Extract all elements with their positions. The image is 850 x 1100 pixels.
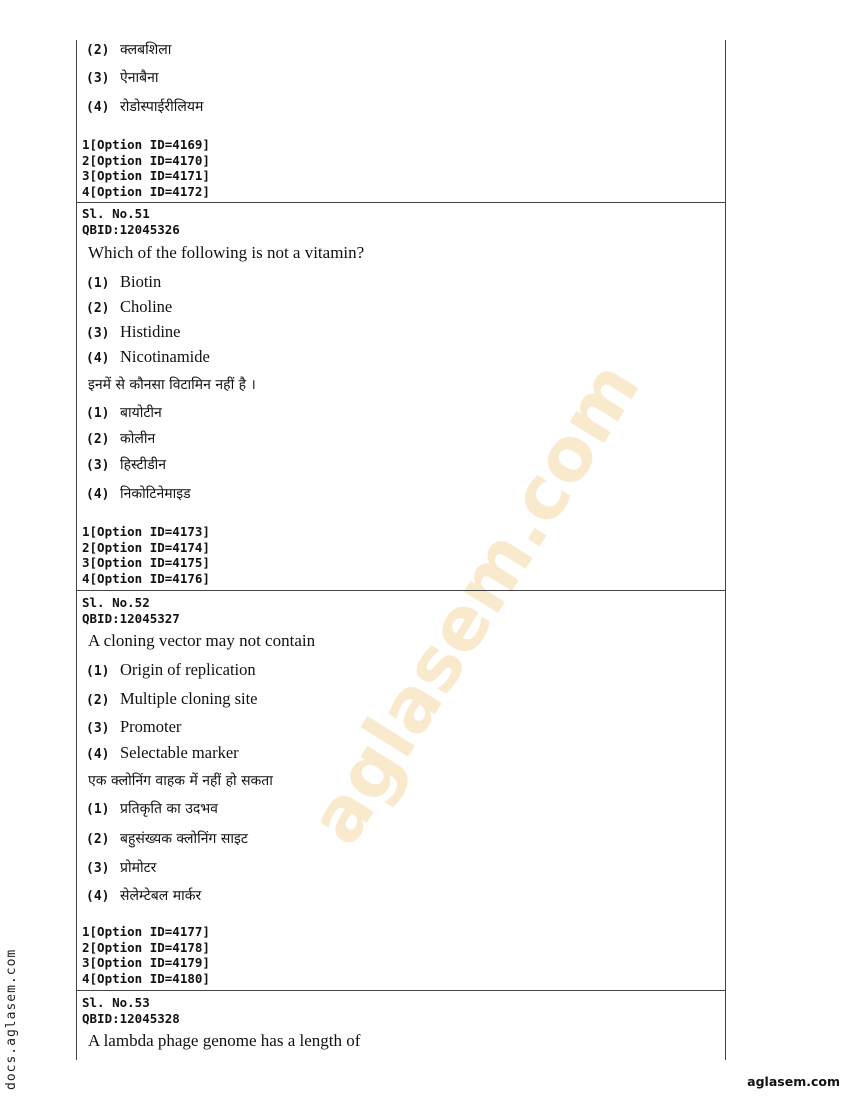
hindi-question-text: इनमें से कौनसा विटामिन नहीं है । [88,377,256,393]
question-header [82,206,180,238]
option-ids: 1[Option ID=4173] 2[Option ID=4174] 3[Option ID=4175] 4[Option ID=4176] [82,524,210,586]
option-row: (3) Histidine [86,322,181,341]
serial-number: Sl. No.52 [82,595,150,610]
row-divider [76,990,726,991]
option-row: (4) रोडोस्पाईरीलियम [86,99,204,115]
option-row: (3) हिस्टीडीन [86,457,167,473]
option-row: (2) Choline [86,297,173,316]
option-row: (4) Selectable marker [86,743,239,762]
option-row: (1) Biotin [86,272,162,291]
row-divider [76,202,726,203]
qbid: QBID:12045326 [82,222,180,237]
question-text: A lambda phage genome has a length of [88,1031,361,1050]
serial-number: Sl. No.51 [82,206,150,221]
footer-brand: aglasem.com [747,1074,840,1089]
option-row: (3) प्रोमोटर [86,860,157,876]
option-row: (4) निकोटिनेमाइड [86,486,191,502]
serial-number: Sl. No.53 [82,995,150,1010]
hindi-question-text: एक क्लोनिंग वाहक में नहीं हो सकता [88,773,273,789]
question-header [82,995,180,1027]
row-divider [76,590,726,591]
question-text: Which of the following is not a vitamin? [88,243,365,262]
qbid: QBID:12045327 [82,611,180,626]
option-row: (2) Multiple cloning site [86,689,258,708]
side-url: docs.aglasem.com [4,948,19,1090]
option-row: (1) बायोटीन [86,405,162,421]
option-row: (3) Promoter [86,717,182,736]
question-header [82,595,180,627]
question-text: A cloning vector may not contain [88,631,316,650]
option-row: (2) कोलीन [86,431,156,447]
option-ids: 1[Option ID=4177] 2[Option ID=4178] 3[Option ID=4179] 4[Option ID=4180] [82,924,210,986]
option-row: (3) ऐनाबैना [86,70,159,86]
option-row: (1) प्रतिकृति का उदभव [86,801,218,817]
option-row: (4) Nicotinamide [86,347,210,366]
qbid: QBID:12045328 [82,1011,180,1026]
option-row: (1) Origin of replication [86,660,256,679]
option-row: (2) बहुसंख्यक क्लोनिंग साइट [86,831,248,847]
option-row: (4) सेलेम्टेबल मार्कर [86,888,202,904]
watermark: aglasem.com [292,347,657,859]
option-ids: 1[Option ID=4169] 2[Option ID=4170] 3[Option ID=4171] 4[Option ID=4172] [82,137,210,199]
option-row: (2) क्लबशिला [86,42,172,58]
